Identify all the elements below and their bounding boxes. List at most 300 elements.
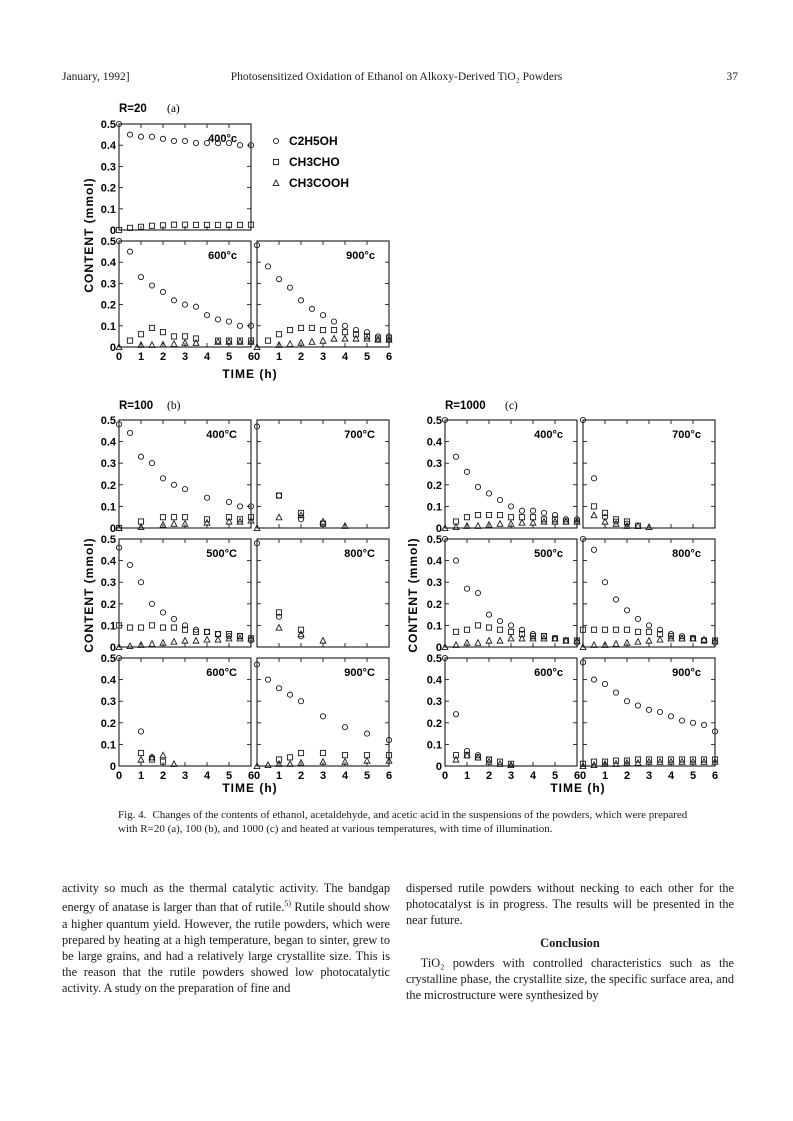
ethanol-point [160,136,165,141]
ethanol-point [613,690,618,695]
acetaldehyde-point [127,338,132,343]
x-tick-label: 6 [247,351,255,363]
ethanol-point [127,249,132,254]
y-tick-label: 0.1 [100,501,116,514]
y-tick-label: 0.5 [100,653,116,665]
panel-b-4 [101,415,254,535]
x-tick-label: 2 [159,351,167,363]
ethanol-point [237,323,242,328]
acetaldehyde-point [171,334,176,339]
ethanol-point [635,703,640,708]
y-tick-label: 0.2 [100,717,116,730]
acetic-acid-point [193,340,199,346]
y-tick-label: 0.2 [426,598,442,611]
acetic-acid-point [320,338,326,344]
ethanol-point [215,317,220,322]
x-tick-label: 4 [667,770,675,782]
x-tick-label: 4 [341,351,349,363]
ethanol-point [497,618,502,623]
x-tick-label: 6 [247,770,255,782]
y-tick-label: 0.5 [426,415,442,427]
y-tick-label: 0.1 [100,320,116,333]
ethanol-point [138,580,143,585]
acetic-acid-point [331,336,337,342]
acetic-acid-point [171,521,177,527]
ethanol-point [298,699,303,704]
acetaldehyde-point [613,627,618,632]
acetic-acid-point [273,180,279,186]
acetic-acid-point [453,524,459,530]
paragraph: dispersed rutile powders without necking to each other for the photocatalyst is in progress. The results will be presented in the near future. [406,881,734,928]
ethanol-point [237,504,242,509]
acetaldehyde-point [486,512,491,517]
ethanol-point [591,476,596,481]
ethanol-point [508,504,513,509]
ethanol-point [226,499,231,504]
acetic-acid-point [149,641,155,647]
acetaldehyde-point [602,627,607,632]
ethanol-point [453,558,458,563]
ethanol-point [364,731,369,736]
x-tick-label: 1 [275,351,283,363]
temperature-label: 600°c [534,667,563,679]
x-tick-label: 0 [253,351,261,363]
x-tick-label: 3 [645,770,653,782]
acetaldehyde-point [309,325,314,330]
y-tick-label: 0 [435,642,442,654]
acetaldehyde-point [646,629,651,634]
group-title-a: R=20 [119,103,147,115]
acetaldehyde-point [149,325,154,330]
acetaldehyde-point [453,629,458,634]
ethanol-point [204,629,209,634]
x-tick-label: 3 [507,770,515,782]
ethanol-point [453,454,458,459]
acetic-acid-point [613,641,619,647]
x-tick-label: 1 [275,770,283,782]
ethanol-point [138,729,143,734]
y-axis-label: CONTENT (mmol) [82,537,96,653]
legend-label: CH3COOH [289,176,350,190]
acetaldehyde-point [160,515,165,520]
caption-text: Changes of the contents of ethanol, acetaldehyde, and acetic acid in the suspensions of the powders, which were prepared with R=20 (a), 100 (b), and 1000 (c) and heated at various temperatures, with time of illumination. [118,809,688,835]
ethanol-point [701,722,706,727]
ethanol-point [508,623,513,628]
ethanol-point [320,313,325,318]
acetaldehyde-point [149,623,154,628]
y-tick-label: 0.4 [100,140,116,153]
acetaldehyde-point [342,330,347,335]
x-tick-label: 1 [463,770,471,782]
ethanol-point [204,495,209,500]
ethanol-point [602,681,607,686]
ethanol-point [149,283,154,288]
acetic-acid-point [276,625,282,631]
ethanol-point [679,718,684,723]
ethanol-point [320,714,325,719]
acetaldehyde-point [497,627,502,632]
panel-b-8 [101,653,254,782]
legend-label: CH3CHO [289,155,340,169]
y-tick-label: 0.1 [100,739,116,752]
acetaldehyde-point [138,625,143,630]
body-column-left [62,880,390,997]
caption-label: Fig. 4. [118,809,147,821]
acetic-acid-point [193,638,199,644]
temperature-label: 800°C [344,548,375,560]
ethanol-point [657,709,662,714]
x-tick-label: 4 [203,770,211,782]
y-axis-label: CONTENT (mmol) [82,177,96,293]
ethanol-point [624,699,629,704]
acetaldehyde-point [287,327,292,332]
running-header-date: January, 1992] [62,71,130,83]
y-tick-label: 0.2 [426,479,442,492]
acetic-acid-point [701,759,707,765]
acetic-acid-point [353,336,359,342]
panel-b-6 [101,534,254,654]
ethanol-point [204,313,209,318]
acetaldehyde-point [171,515,176,520]
y-tick-label: 0.3 [100,577,116,590]
x-tick-label: 5 [363,770,371,782]
ethanol-point [646,623,651,628]
acetic-acid-point [182,638,188,644]
acetaldehyde-point [160,625,165,630]
acetaldehyde-point [273,159,278,164]
ethanol-point [331,319,336,324]
figure-caption [118,808,706,836]
legend [273,134,349,190]
y-tick-label: 0.2 [100,299,116,312]
temperature-label: 800°c [672,548,701,560]
ethanol-point [182,138,187,143]
x-tick-label: 2 [623,770,631,782]
acetaldehyde-point [298,750,303,755]
acetaldehyde-point [508,515,513,520]
acetic-acid-point [138,757,144,763]
x-axis-label: TIME (h) [222,781,278,795]
y-tick-label: 0.3 [426,458,442,471]
panel-c-15 [580,658,718,782]
ethanol-point [668,714,673,719]
x-tick-label: 5 [689,770,697,782]
x-tick-label: 4 [341,770,349,782]
y-tick-label: 0.3 [426,577,442,590]
acetic-acid-point [519,520,525,526]
acetaldehyde-point [215,222,220,227]
acetaldehyde-point [182,515,187,520]
acetic-acid-point [276,514,282,520]
ethanol-point [287,692,292,697]
y-tick-label: 0.4 [426,674,442,687]
ethanol-point [309,306,314,311]
temperature-label: 900°c [346,250,375,262]
y-tick-label: 0.4 [100,436,116,449]
y-tick-label: 0.3 [100,696,116,709]
acetic-acid-point [160,752,166,758]
acetic-acid-point [127,643,133,649]
temperature-label: 400°c [208,133,237,145]
ethanol-point [276,493,281,498]
acetaldehyde-point [276,332,281,337]
group-label-c: (c) [505,400,518,412]
x-axis-label: TIME (h) [222,367,278,381]
y-tick-label: 0.4 [426,555,442,568]
ethanol-point [193,304,198,309]
y-tick-label: 0 [109,761,116,773]
acetaldehyde-point [475,512,480,517]
acetaldehyde-point [342,753,347,758]
ethanol-point [138,134,143,139]
ethanol-point [276,686,281,691]
y-tick-label: 0.5 [426,534,442,546]
acetic-acid-point [320,638,326,644]
ethanol-point [635,616,640,621]
acetic-acid-point [309,339,315,345]
y-tick-label: 0.2 [100,479,116,492]
y-tick-label: 0.4 [100,674,116,687]
acetic-acid-point [497,521,503,527]
temperature-label: 400°C [206,429,237,441]
ethanol-point [475,484,480,489]
x-tick-label: 4 [203,351,211,363]
panel-c-11 [580,417,715,529]
y-tick-label: 0.1 [100,203,116,216]
body-column-right [406,880,734,1003]
ethanol-point [342,323,347,328]
acetaldehyde-point [320,327,325,332]
ethanol-point [591,547,596,552]
acetic-acid-point [342,336,348,342]
acetaldehyde-point [182,334,187,339]
y-tick-label: 0.1 [426,620,442,633]
y-tick-label: 0 [435,761,442,773]
ethanol-point [127,430,132,435]
temperature-label: 700°C [344,429,375,441]
ethanol-point [486,612,491,617]
ethanol-point [226,319,231,324]
group-title-b: R=100 [119,400,154,412]
x-tick-label: 3 [319,770,327,782]
ethanol-point [127,562,132,567]
panel-b-7 [254,539,389,647]
ethanol-point [149,601,154,606]
group-label-b: (b) [167,400,181,412]
y-tick-label: 0.1 [426,739,442,752]
x-tick-label: 1 [137,351,145,363]
ethanol-point [276,277,281,282]
ethanol-point [171,138,176,143]
temperature-label: 900°c [672,667,701,679]
y-tick-label: 0.4 [100,257,116,270]
acetic-acid-point [265,762,271,768]
acetaldehyde-point [464,627,469,632]
ethanol-point [237,143,242,148]
x-tick-label: 3 [319,351,327,363]
temperature-label: 700°c [672,429,701,441]
acetic-acid-point [204,636,210,642]
y-tick-label: 0.2 [100,182,116,195]
y-tick-label: 0 [109,225,116,237]
ethanol-point [475,590,480,595]
ethanol-point [265,677,270,682]
x-tick-label: 0 [115,770,123,782]
ethanol-point [160,289,165,294]
acetaldehyde-point [237,222,242,227]
ethanol-point [541,510,546,515]
ethanol-point [273,138,278,143]
panel-a-3 [254,241,392,363]
acetic-acid-point [237,519,243,525]
panel-c-10 [427,415,580,535]
acetic-acid-point [541,519,547,525]
x-tick-label: 0 [115,351,123,363]
x-tick-label: 2 [297,351,305,363]
y-tick-label: 0 [109,342,116,354]
acetaldehyde-point [331,327,336,332]
ethanol-point [171,482,176,487]
acetaldehyde-point [287,755,292,760]
acetaldehyde-point [635,629,640,634]
x-tick-label: 0 [441,770,449,782]
ethanol-point [149,134,154,139]
acetic-acid-point [508,635,514,641]
acetaldehyde-point [591,504,596,509]
ethanol-point [182,302,187,307]
acetic-acid-point [215,636,221,642]
acetic-acid-point [646,638,652,644]
temperature-label: 600°C [206,667,237,679]
y-tick-label: 0 [435,523,442,535]
ethanol-point [453,712,458,717]
y-axis-label: CONTENT (mmol) [406,537,420,653]
acetic-acid-point [364,336,370,342]
acetaldehyde-point [497,512,502,517]
ethanol-point [497,497,502,502]
acetaldehyde-point [591,627,596,632]
x-tick-label: 1 [137,770,145,782]
acetic-acid-point [287,341,293,347]
acetic-acid-point [552,519,558,525]
acetaldehyde-point [171,625,176,630]
ethanol-point [171,616,176,621]
paragraph: TiO₂ powders with controlled characteristics such as the crystalline phase, the crystallite size, the specific surface area, and the microstructure were synthesized by [406,955,734,1003]
ethanol-point [182,487,187,492]
x-tick-label: 0 [579,770,587,782]
acetaldehyde-point [265,338,270,343]
x-tick-label: 5 [363,351,371,363]
x-tick-label: 4 [529,770,537,782]
temperature-label: 400°c [534,429,563,441]
ethanol-point [193,140,198,145]
acetic-acid-point [657,636,663,642]
y-tick-label: 0.3 [100,161,116,174]
acetic-acid-point [171,341,177,347]
x-tick-label: 5 [225,770,233,782]
acetic-acid-point [679,759,685,765]
panel-c-13 [580,536,718,649]
temperature-label: 500°c [534,548,563,560]
ethanol-point [613,597,618,602]
section-heading-conclusion: Conclusion [540,935,600,950]
ethanol-point [464,469,469,474]
panel-c-12 [427,534,580,654]
ethanol-point [160,610,165,615]
temperature-label: 500°C [206,548,237,560]
ethanol-point [171,298,176,303]
ethanol-point [138,454,143,459]
ethanol-point [690,720,695,725]
panel-a-2 [101,236,254,363]
acetaldehyde-point [171,222,176,227]
temperature-label: 900°C [344,667,375,679]
acetic-acid-point [475,640,481,646]
y-tick-label: 0.3 [100,458,116,471]
ethanol-point [265,264,270,269]
ethanol-point [602,580,607,585]
acetic-acid-point [657,759,663,765]
panel-c-14 [427,653,580,782]
y-tick-label: 0.1 [100,620,116,633]
ethanol-point [287,285,292,290]
acetaldehyde-point [149,223,154,228]
acetaldehyde-point [486,625,491,630]
y-tick-label: 0.5 [426,653,442,665]
x-tick-label: 3 [181,770,189,782]
y-tick-label: 0 [109,642,116,654]
x-tick-label: 2 [159,770,167,782]
y-tick-label: 0.5 [100,236,116,248]
running-header-title: Photosensitized Oxidation of Ethanol on Alkoxy-Derived TiO₂ Powders [230,71,563,83]
y-tick-label: 0.3 [426,696,442,709]
acetaldehyde-point [160,330,165,335]
panel-b-9 [254,658,392,782]
x-tick-label: 6 [711,770,719,782]
reference-marker: 5) [284,899,291,909]
acetic-acid-point [486,638,492,644]
x-tick-label: 2 [485,770,493,782]
ethanol-point [127,132,132,137]
group-label-a: (a) [167,103,180,115]
x-tick-label: 5 [551,770,559,782]
acetaldehyde-point [138,332,143,337]
ethanol-point [591,677,596,682]
ethanol-point [138,274,143,279]
y-tick-label: 0.2 [100,598,116,611]
panel-b-5 [254,420,389,531]
page-number: 37 [726,71,738,83]
acetaldehyde-point [464,515,469,520]
x-tick-label: 2 [297,770,305,782]
y-tick-label: 0.1 [426,501,442,514]
acetaldehyde-point [320,750,325,755]
acetic-acid-point [171,639,177,645]
x-tick-label: 6 [385,770,393,782]
x-axis-label: TIME (h) [550,781,606,795]
x-tick-label: 5 [225,351,233,363]
acetaldehyde-point [193,222,198,227]
y-tick-label: 0.3 [100,278,116,291]
temperature-label: 600°c [208,250,237,262]
acetaldehyde-point [475,623,480,628]
y-tick-label: 0.5 [100,534,116,546]
acetic-acid-point [591,512,597,518]
x-tick-label: 1 [601,770,609,782]
ethanol-point [486,491,491,496]
legend-label: C2H5OH [289,134,338,148]
ethanol-point [464,586,469,591]
